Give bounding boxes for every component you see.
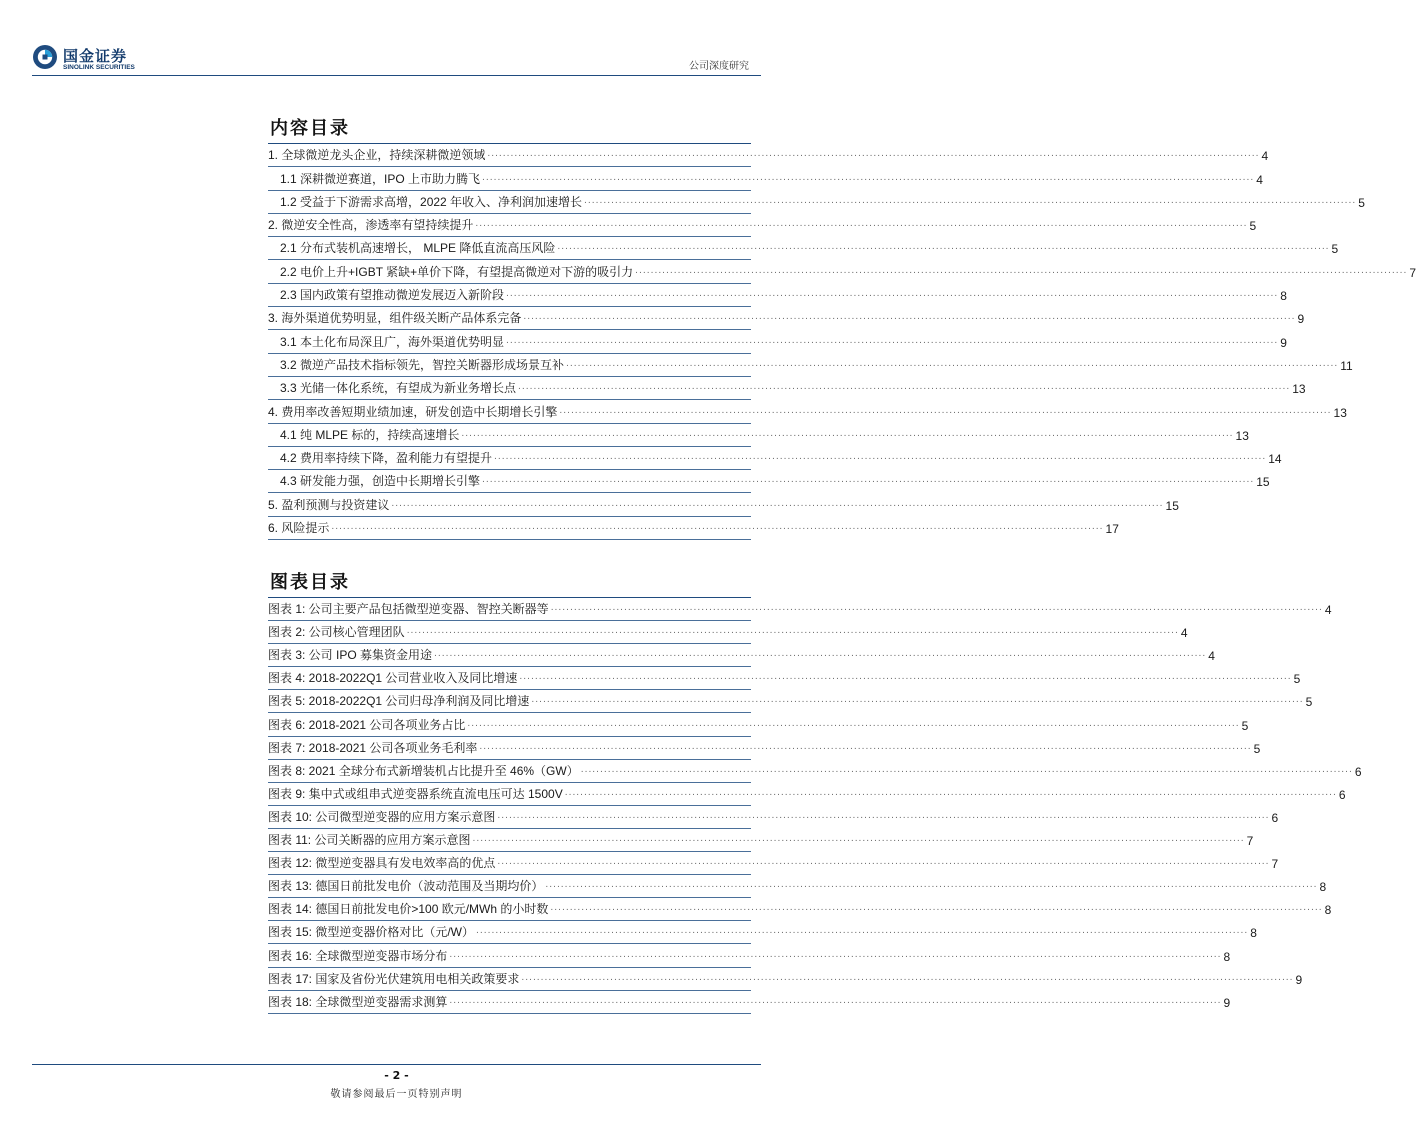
toc-item[interactable] bbox=[268, 307, 1305, 330]
figure-item-text: 图表 18: 全球微型逆变器需求测算 bbox=[268, 994, 448, 1009]
figure-item-text: 图表 1: 公司主要产品包括微型逆变器、智控关断器等 bbox=[268, 602, 549, 617]
figure-item[interactable] bbox=[268, 644, 1215, 667]
toc-item-text: 2.2 电价上升+IGBT 紧缺+单价下降，有望提高微逆对下游的吸引力 bbox=[280, 264, 634, 279]
toc-item[interactable] bbox=[268, 424, 1249, 447]
dot-leader: ........................................................................................................................................................................................................ bbox=[635, 265, 1408, 276]
figure-item-page: 6 bbox=[1338, 787, 1346, 802]
figure-item[interactable] bbox=[268, 991, 1231, 1014]
toc-item-text: 2.3 国内政策有望推动微逆发展迈入新阶段 bbox=[280, 288, 505, 303]
figure-item[interactable] bbox=[268, 968, 1303, 991]
toc-item-text: 2. 微逆安全性高，渗透率有望持续提升 bbox=[268, 218, 474, 233]
dot-leader: ........................................................................................................................................................................................................ bbox=[545, 880, 1318, 891]
toc-item-text: 1. 全球微逆龙头企业，持续深耕微逆领域 bbox=[268, 148, 486, 163]
figure-item-text: 图表 11: 公司关断器的应用方案示意图 bbox=[268, 833, 471, 848]
figure-item[interactable] bbox=[268, 621, 1188, 644]
figure-item-page: 4 bbox=[1324, 603, 1332, 618]
dot-leader: ........................................................................................................................................................................................................ bbox=[497, 857, 1270, 868]
figure-item[interactable] bbox=[268, 829, 1254, 852]
toc-item-text: 2.1 分布式装机高速增长， MLPE 降低直流高压风险 bbox=[280, 241, 556, 256]
toc-item-text: 3. 海外渠道优势明显，组件级关断产品体系完备 bbox=[268, 311, 522, 326]
toc-item-page: 5 bbox=[1249, 219, 1257, 234]
dot-leader: ........................................................................................................................................................................................................ bbox=[550, 603, 1323, 614]
dot-leader: ........................................................................................................................................................................................................ bbox=[518, 382, 1291, 393]
report-type-label: 公司深度研究 bbox=[689, 61, 749, 72]
figure-item[interactable] bbox=[268, 898, 1332, 921]
figure-item-page: 5 bbox=[1305, 695, 1313, 710]
figure-item-page: 5 bbox=[1253, 741, 1261, 756]
figure-item[interactable] bbox=[268, 598, 1332, 621]
figures-list bbox=[268, 598, 1362, 1014]
dot-leader: ........................................................................................................................................................................................................ bbox=[467, 718, 1240, 729]
figure-item-text: 图表 10: 公司微型逆变器的应用方案示意图 bbox=[268, 809, 496, 824]
toc-item-page: 13 bbox=[1333, 405, 1347, 420]
dot-leader: ........................................................................................................................................................................................................ bbox=[434, 649, 1207, 660]
dot-leader: ........................................................................................................................................................................................................ bbox=[482, 172, 1255, 183]
toc-list bbox=[268, 144, 1416, 540]
figure-item-text: 图表 12: 微型逆变器具有发电效率高的优点 bbox=[268, 856, 496, 871]
figure-item[interactable] bbox=[268, 737, 1261, 760]
figure-item-page: 8 bbox=[1250, 926, 1257, 941]
figure-item-page: 9 bbox=[1223, 995, 1231, 1010]
toc-item[interactable] bbox=[268, 354, 1353, 377]
figure-item[interactable] bbox=[268, 713, 1249, 736]
dot-leader: ........................................................................................................................................................................................................ bbox=[475, 219, 1248, 230]
figure-item-text: 图表 8: 2021 全球分布式新增装机占比提升至 46%（GW） bbox=[268, 763, 579, 778]
toc-item-page: 15 bbox=[1256, 475, 1270, 490]
toc-item[interactable] bbox=[268, 470, 1270, 493]
dot-leader: ........................................................................................................................................................................................................ bbox=[449, 995, 1222, 1006]
figures-title: 图表目录 bbox=[270, 572, 350, 593]
figure-item-text: 图表 7: 2018-2021 公司各项业务毛利率 bbox=[268, 740, 478, 755]
figure-item-page: 8 bbox=[1223, 949, 1231, 964]
toc-item[interactable] bbox=[268, 517, 1119, 540]
dot-leader: ........................................................................................................................................................................................................ bbox=[557, 242, 1330, 253]
toc-item-text: 4.2 费用率持续下降，盈利能力有望提升 bbox=[280, 451, 493, 466]
toc-item-text: 3.1 本土化布局深且广，海外渠道优势明显 bbox=[280, 334, 505, 349]
dot-leader: ........................................................................................................................................................................................................ bbox=[584, 195, 1357, 206]
toc-item-text: 5. 盈利预测与投资建议 bbox=[268, 497, 390, 512]
dot-leader: ........................................................................................................................................................................................................ bbox=[449, 949, 1222, 960]
toc-item-page: 5 bbox=[1331, 242, 1339, 257]
figure-item-text: 图表 17: 国家及省份光伏建筑用电相关政策要求 bbox=[268, 971, 520, 986]
figure-item-page: 4 bbox=[1208, 649, 1215, 664]
figure-item-text: 图表 9: 集中式或组串式逆变器系统直流电压可达 1500V bbox=[268, 786, 563, 801]
figure-item[interactable] bbox=[268, 875, 1327, 898]
toc-item[interactable] bbox=[268, 493, 1179, 516]
dot-leader: ........................................................................................................................................................................................................ bbox=[479, 741, 1252, 752]
figure-item-page: 5 bbox=[1241, 718, 1249, 733]
figure-item-text: 图表 16: 全球微型逆变器市场分布 bbox=[268, 948, 448, 963]
dot-leader: ........................................................................................................................................................................................................ bbox=[564, 787, 1337, 798]
toc-item-text: 4.1 纯 MLPE 标的，持续高速增长 bbox=[280, 427, 460, 442]
toc-item-text: 6. 风险提示 bbox=[268, 521, 330, 536]
toc-item-text: 4. 费用率改善短期业绩加速，研发创造中长期增长引擎 bbox=[268, 404, 558, 419]
figure-item[interactable] bbox=[268, 667, 1301, 690]
toc-item-text: 1.1 深耕微逆赛道，IPO 上市助力腾飞 bbox=[280, 171, 481, 186]
dot-leader: ........................................................................................................................................................................................................ bbox=[331, 522, 1104, 533]
brand-logo bbox=[32, 44, 162, 76]
toc-item[interactable] bbox=[268, 330, 1287, 353]
toc-item[interactable] bbox=[268, 377, 1306, 400]
figure-item[interactable] bbox=[268, 760, 1362, 783]
figure-item[interactable] bbox=[268, 944, 1231, 967]
dot-leader: ........................................................................................................................................................................................................ bbox=[531, 695, 1304, 706]
figure-item-page: 6 bbox=[1271, 810, 1279, 825]
toc-item[interactable] bbox=[268, 447, 1282, 470]
toc-item-page: 7 bbox=[1409, 265, 1416, 280]
figure-item[interactable] bbox=[268, 690, 1313, 713]
dot-leader: ........................................................................................................................................................................................................ bbox=[476, 926, 1249, 937]
figure-item[interactable] bbox=[268, 806, 1279, 829]
toc-item[interactable] bbox=[268, 167, 1263, 190]
figure-item[interactable] bbox=[268, 852, 1279, 875]
toc-item-page: 17 bbox=[1105, 522, 1119, 537]
dot-leader: ........................................................................................................................................................................................................ bbox=[482, 475, 1255, 486]
toc-item[interactable] bbox=[268, 284, 1287, 307]
dot-leader: ........................................................................................................................................................................................................ bbox=[461, 428, 1234, 439]
toc-item-page: 8 bbox=[1280, 289, 1287, 304]
toc-title: 内容目录 bbox=[270, 118, 350, 139]
dot-leader: ........................................................................................................................................................................................................ bbox=[391, 498, 1164, 509]
toc-item[interactable] bbox=[268, 400, 1347, 423]
figure-item-text: 图表 5: 2018-2022Q1 公司归母净利润及同比增速 bbox=[268, 694, 530, 709]
toc-item-page: 4 bbox=[1261, 149, 1269, 164]
toc-item-page: 11 bbox=[1340, 358, 1353, 373]
figure-item-text: 图表 4: 2018-2022Q1 公司营业收入及同比增速 bbox=[268, 671, 518, 686]
figure-item-page: 8 bbox=[1319, 880, 1327, 895]
toc-item[interactable] bbox=[268, 191, 1365, 214]
toc-item-page: 4 bbox=[1256, 172, 1263, 187]
figure-item-text: 图表 13: 德国日前批发电价（波动范围及当期均价） bbox=[268, 879, 544, 894]
toc-item[interactable] bbox=[268, 260, 1416, 283]
toc-item-page: 9 bbox=[1297, 312, 1305, 327]
dot-leader: ........................................................................................................................................................................................................ bbox=[487, 149, 1260, 160]
figure-item[interactable] bbox=[268, 921, 1257, 944]
brand-name-cn: 国金证券 bbox=[63, 47, 128, 65]
figure-item-text: 图表 6: 2018-2021 公司各项业务占比 bbox=[268, 717, 466, 732]
dot-leader: ........................................................................................................................................................................................................ bbox=[406, 626, 1179, 637]
dot-leader: ........................................................................................................................................................................................................ bbox=[566, 358, 1339, 369]
figure-item-page: 6 bbox=[1354, 764, 1362, 779]
toc-item-page: 15 bbox=[1165, 498, 1179, 513]
header-divider bbox=[32, 75, 761, 76]
dot-leader: ........................................................................................................................................................................................................ bbox=[506, 289, 1279, 300]
page-header bbox=[0, 0, 793, 80]
toc-item-page: 13 bbox=[1235, 428, 1249, 443]
figure-item-page: 9 bbox=[1295, 972, 1303, 987]
toc-item-text: 1.2 受益于下游需求高增，2022 年收入、净利润加速增长 bbox=[280, 194, 583, 209]
sinolink-logo-icon bbox=[32, 44, 58, 70]
toc-item-page: 14 bbox=[1268, 452, 1282, 467]
toc-item[interactable] bbox=[268, 237, 1339, 260]
figure-item-text: 图表 3: 公司 IPO 募集资金用途 bbox=[268, 648, 433, 663]
dot-leader: ........................................................................................................................................................................................................ bbox=[506, 335, 1279, 346]
figure-item-text: 图表 15: 微型逆变器价格对比（元/W） bbox=[268, 925, 475, 940]
dot-leader: ........................................................................................................................................................................................................ bbox=[521, 972, 1294, 983]
footer-divider bbox=[32, 1064, 761, 1065]
toc-item[interactable] bbox=[268, 144, 1269, 167]
dot-leader: ........................................................................................................................................................................................................ bbox=[497, 810, 1270, 821]
toc-item-text: 4.3 研发能力强，创造中长期增长引擎 bbox=[280, 474, 481, 489]
dot-leader: ........................................................................................................................................................................................................ bbox=[550, 903, 1323, 914]
dot-leader: ........................................................................................................................................................................................................ bbox=[559, 405, 1332, 416]
figure-item-page: 4 bbox=[1180, 626, 1188, 641]
figure-item-page: 5 bbox=[1293, 672, 1301, 687]
dot-leader: ........................................................................................................................................................................................................ bbox=[472, 834, 1245, 845]
toc-item-text: 3.2 微逆产品技术指标领先，智控关断器形成场景互补 bbox=[280, 357, 565, 372]
figure-item-page: 8 bbox=[1324, 903, 1332, 918]
dot-leader: ........................................................................................................................................................................................................ bbox=[580, 764, 1353, 775]
brand-name-en: SINOLINK SECURITIES bbox=[63, 64, 135, 71]
dot-leader: ........................................................................................................................................................................................................ bbox=[494, 452, 1267, 463]
dot-leader: ........................................................................................................................................................................................................ bbox=[519, 672, 1292, 683]
figure-item[interactable] bbox=[268, 783, 1346, 806]
toc-item-page: 5 bbox=[1358, 195, 1365, 210]
toc-item-page: 9 bbox=[1280, 335, 1287, 350]
figure-item-text: 图表 14: 德国日前批发电价>100 欧元/MWh 的小时数 bbox=[268, 902, 549, 917]
toc-item-page: 13 bbox=[1292, 382, 1306, 397]
figure-item-page: 7 bbox=[1271, 857, 1279, 872]
dot-leader: ........................................................................................................................................................................................................ bbox=[523, 312, 1296, 323]
disclaimer-text: 敬请参阅最后一页特别声明 bbox=[330, 1089, 463, 1100]
figure-item-page: 7 bbox=[1246, 834, 1254, 849]
figure-item-text: 图表 2: 公司核心管理团队 bbox=[268, 625, 405, 640]
toc-item[interactable] bbox=[268, 214, 1257, 237]
toc-item-text: 3.3 光储一体化系统，有望成为新业务增长点 bbox=[280, 381, 517, 396]
page-number: - 2 - bbox=[384, 1069, 409, 1082]
